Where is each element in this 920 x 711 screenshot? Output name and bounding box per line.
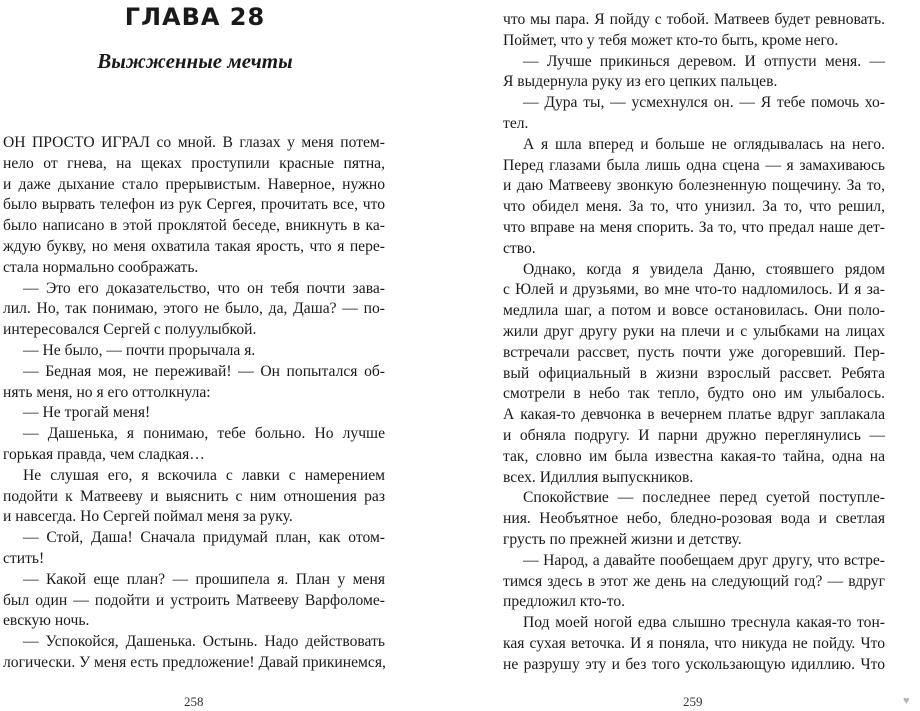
- heart-icon: ♥: [903, 695, 910, 707]
- text-line: Спокойствие — последнее перед суетой поступле-: [523, 489, 885, 507]
- text-line: что вправе на меня спорить. За то, что предал наше дет-: [503, 218, 885, 236]
- text-line: — Лучше прикинься деревом. И отпусти меня. —: [523, 52, 885, 70]
- text-line: евскую ночь.: [3, 612, 90, 630]
- text-line: и обняла подругу. И парни дружно переглянулись —: [503, 426, 885, 444]
- text-line: Под моей ногой едва слышно треснула какая-то тон-: [523, 614, 885, 632]
- text-line: — Бедная моя, не переживай! — Он попытался об-: [23, 362, 385, 380]
- text-line: ство.: [503, 239, 536, 257]
- text-line: Однако, когда я увидела Даню, стоявшего рядом: [523, 260, 885, 278]
- text-line: ния. Необъятное небо, бледно-розовая вода и светлая: [503, 510, 885, 528]
- text-line: что мы пара. Я пойду с тобой. Матвеев будет ревновать.: [503, 11, 885, 28]
- text-line: тел.: [503, 114, 529, 132]
- text-line: стить!: [3, 549, 45, 567]
- chapter-title: ГЛАВА 28: [124, 3, 266, 31]
- text-line: предложил кто-то.: [503, 593, 626, 611]
- text-line: было вырвать телефон из рук Сергея, прочитать все, что: [3, 196, 385, 214]
- text-line: — Не трогай меня!: [23, 404, 151, 422]
- text-line: интересовался Сергей с полуулыбкой.: [3, 321, 257, 339]
- page-number-left: 258: [184, 694, 204, 709]
- text-line: кая сухая веточка. И я поняла, что никуда не пойду. Что: [503, 634, 885, 652]
- text-line: — Это его доказательство, что он тебя почти зава-: [23, 279, 385, 297]
- text-line: медлила шаг, а потом и вовсе остановилась. Они поло-: [503, 302, 885, 320]
- text-line: Поймет, что у тебя может кто-то быть, кроме него.: [503, 31, 839, 49]
- text-line: ОН ПРОСТО ИГРАЛ со мной. В глазах у меня потем-: [3, 134, 385, 151]
- text-line: ждую букву, но меня охватила такая ярость, что я пере-: [3, 237, 385, 255]
- text-line: всех. Идиллия выпускников.: [503, 468, 694, 486]
- text-line: лил. Но, так понимаю, этого не было, да, Даша? — по-: [3, 300, 385, 318]
- text-line: Не слушая его, я вскочила с лавки с намерением: [23, 466, 385, 484]
- text-line: А я шла вперед и больше не оглядывалась на него.: [523, 135, 885, 153]
- text-line: встречали рассвет, пусть почти уже догоревший. Пер-: [503, 343, 885, 361]
- text-line: и даже дыхание стало прерывистым. Наверное, нужно: [3, 175, 385, 193]
- text-line: вый официальный в жизни взрослый рассвет. Ребята: [503, 364, 885, 382]
- text-line: и даю Матвееву звонкую болезненную пощечину. За то,: [503, 177, 885, 195]
- text-line: так, словно им была известна какая-то тайна, одна на: [503, 447, 885, 465]
- right-page-text: [503, 10, 885, 676]
- text-line: — Стой, Даша! Сначала придумай план, как отом-: [23, 529, 385, 547]
- text-line: — Не было, — почти прорычала я.: [23, 341, 256, 359]
- text-line: было написано в этой проклятой беседе, вникнуть в ка-: [3, 217, 385, 235]
- text-line: горькая правда, чем сладкая…: [3, 445, 205, 463]
- text-line: логически. У меня есть предложение! Давай прикинемся,: [3, 653, 386, 671]
- text-line: А какая-то девчонка в вечернем платье вдруг заплакала: [503, 406, 885, 424]
- page-number-right: 259: [683, 694, 703, 709]
- text-line: — Дашенька, я понимаю, тебе больно. Но лучше: [23, 425, 385, 443]
- text-line: — Народ, а давайте пообещаем друг другу, что встре-: [523, 551, 885, 569]
- text-line: и навсегда. Но Сергей поймал меня за руку.: [3, 508, 293, 526]
- text-line: подойти к Матвееву и выяснить с ним отношения раз: [3, 487, 385, 505]
- text-line: грусть по прежней жизни и детству.: [503, 530, 742, 548]
- text-line: не разрушу эту и без того ускользающую идиллию. Что: [503, 655, 885, 673]
- chapter-subtitle: Выжженные мечты: [97, 49, 293, 73]
- text-line: стала нормально соображать.: [3, 258, 199, 276]
- text-line: — Какой еще план? — прошипела я. План у меня: [23, 570, 385, 588]
- text-line: — Дура ты, — усмехнулся он. — Я тебе помочь хо-: [523, 94, 885, 112]
- text-line: Я выдернула руку из его цепких пальцев.: [503, 73, 778, 91]
- text-line: Перед глазами была лишь одна сцена — я замахиваюсь: [503, 156, 885, 174]
- text-line: нять меня, но я его оттолкнула:: [3, 383, 211, 401]
- text-line: — Успокойся, Дашенька. Остынь. Надо действовать: [23, 633, 385, 651]
- text-line: смотрели в небо так тепло, будто оно им улыбалось.: [503, 385, 885, 403]
- text-line: был один — подойти и устроить Матвееву Варфоломе-: [3, 591, 385, 609]
- text-line: нело от гнева, на щеках проступили красные пятна,: [3, 154, 385, 172]
- right-page: [460, 0, 920, 711]
- text-line: с Юлей и друзьями, во мне что-то надломилось. И я за-: [503, 281, 885, 299]
- left-page-text: [3, 133, 385, 674]
- text-line: тимся здесь в этот же день на следующий год? — вдруг: [503, 572, 885, 590]
- text-line: что обидел меня. За то, что унизил. За то, что решил,: [503, 198, 885, 216]
- text-line: жили друг другу руки на плечи и с улыбками на лицах: [503, 322, 885, 340]
